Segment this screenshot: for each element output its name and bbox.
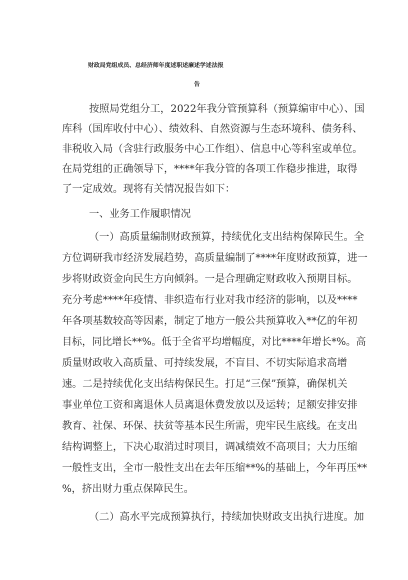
paragraph-1-line-2: 库科（国库收付中心）、绩效科、自然资源与生态环境科、债务科、 <box>62 124 363 135</box>
paragraph-2-line-7: 质量财政收入高质量、可持续发展，不盲目、不切实际追求高增 <box>62 358 348 369</box>
paragraph-1-line-3: 非税收入局（含驻行政服务中心工作组）、信息中心等科室或单位。 <box>62 144 363 155</box>
paragraph-2-line-3: 步将财政资金向民生方向倾斜。一是合理确定财政收入预期目标。 <box>62 274 358 285</box>
section-heading: 一、业务工作履职情况 <box>89 209 191 220</box>
paragraph-2-line-4: 充分考虑****年疫情、非织造布行业对我市经济的影响，以及**** <box>62 295 358 306</box>
paragraph-3-line-1: （二）高水平完成预算执行，持续加快财政支出执行进度。加 <box>89 512 365 523</box>
paragraph-1-line-4: 在局党组的正确领导下，****年我分管的各项工作稳步推进，取得 <box>62 164 358 175</box>
paragraph-2-line-1: （一）高质量编制财政预算，持续优化支出结构保障民生。全 <box>89 232 365 243</box>
paragraph-2-line-13: %，挤出财力重点保障民生。 <box>62 484 194 495</box>
paragraph-2-line-8: 速。二是持续优化支出结构保民生。打足“三保”预算，确保机关 <box>62 379 348 390</box>
paragraph-1-line-5: 了一定成效。现将有关情况报告如下： <box>62 184 236 195</box>
paragraph-2-line-12: 一般性支出，全市一般性支出在去年压缩**%的基础上，今年再压** <box>62 463 368 474</box>
paragraph-2-line-11: 结构调整上，下决心取消过时项目，调减绩效不高项目；大力压缩 <box>62 442 358 453</box>
paragraph-2-line-5: 年各项基数较高等因素，制定了地方一般公共预算收入**亿的年初 <box>62 316 358 327</box>
paragraph-2-line-9: 事业单位工资和离退休人员离退休费发放以及运转；足额安排安排 <box>62 400 358 411</box>
paragraph-2-line-10: 教育、社保、环保、扶贫等基本民生所需，兜牢民生底线。在支出 <box>62 421 358 432</box>
paragraph-1-line-1: 按照局党组分工，2022年我分管预算科（预算编审中心）、国 <box>89 104 365 115</box>
document-title-line-2: 告 <box>194 82 200 88</box>
paragraph-2-line-6: 目标，同比增长**%。低于全省平均增幅度，对比****年增长*%。高 <box>62 337 367 348</box>
paragraph-2-line-2: 方位调研我市经济发展趋势，高质量编制了****年度财政预算，进一 <box>62 253 368 264</box>
document-title-line-1: 财政局党组成员、总经济师年度述职述廉述学述法报 <box>88 63 224 69</box>
